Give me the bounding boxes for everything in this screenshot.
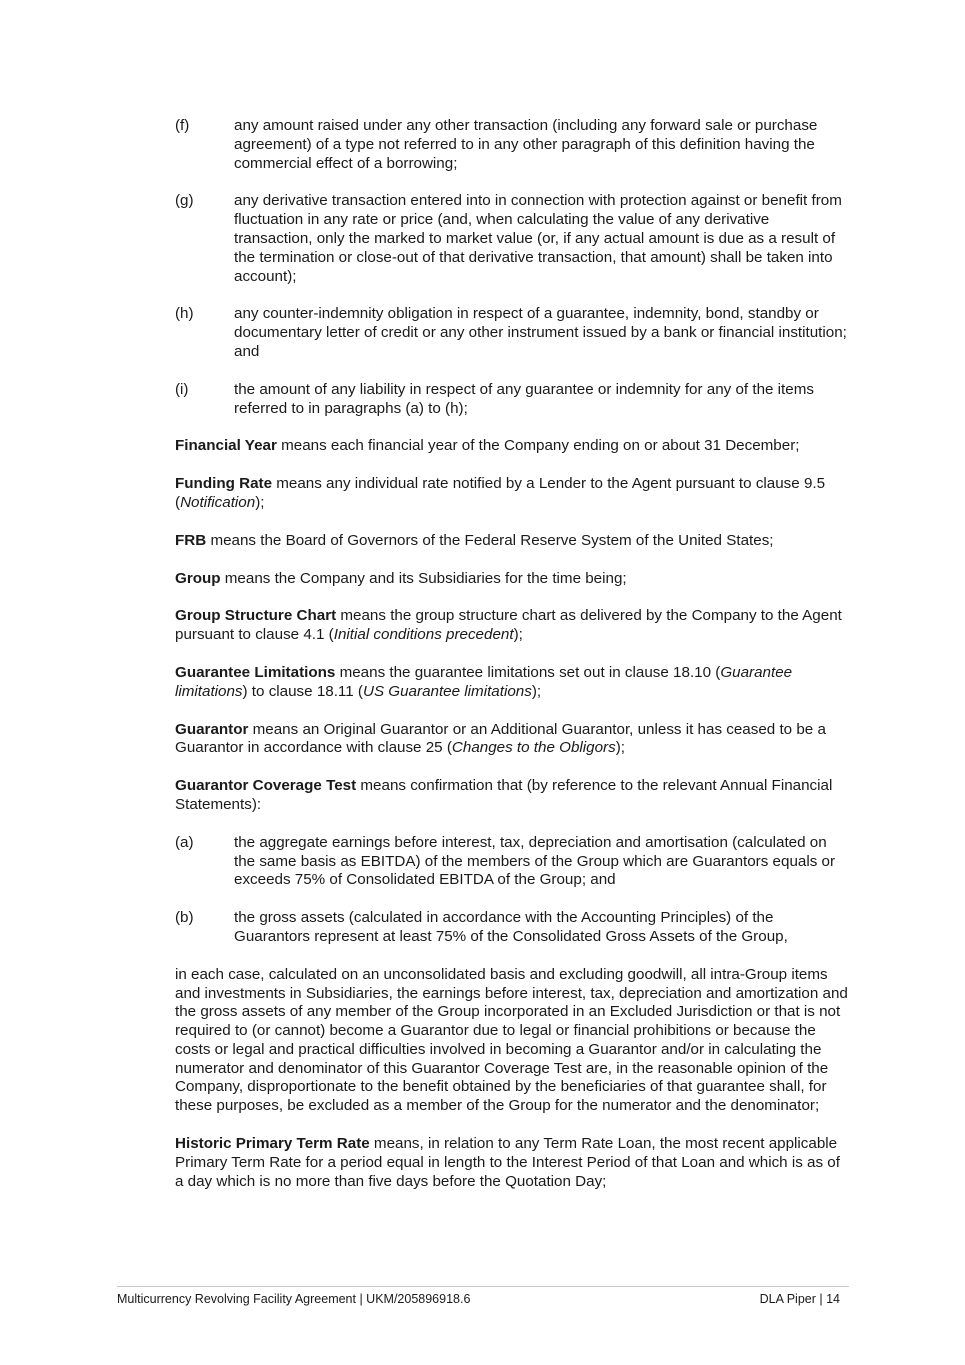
definition-text: means the guarantee limitations set out in clause 18.10 ( xyxy=(335,663,721,681)
definition-text: ); xyxy=(531,682,542,700)
defined-term: Historic Primary Term Rate xyxy=(175,1135,370,1153)
definition-text: ); xyxy=(513,626,523,644)
defined-term: Group xyxy=(175,569,221,587)
footer-page-number: DLA Piper | 14 xyxy=(759,1292,840,1306)
list-item xyxy=(175,834,850,890)
page-content xyxy=(175,117,850,1210)
definition-group xyxy=(175,570,850,589)
definition-funding-rate xyxy=(175,475,850,513)
definition-group-structure-chart xyxy=(175,607,850,645)
defined-term: Guarantor Coverage Test xyxy=(175,777,357,795)
item-label: (f) xyxy=(175,117,190,134)
item-text: the aggregate earnings before interest, tax, depreciation and amortisation (calculated on the same basis as EBITDA) of the members of the Group which are Guarantors equals or exceeds 75% of Consolidated EBITDA of the Group; and xyxy=(234,833,836,889)
item-label: (b) xyxy=(175,909,194,927)
clause-reference: US Guarantee limitations xyxy=(362,682,532,700)
definition-text: means each financial year of the Company ending on or about 31 December; xyxy=(276,437,800,455)
defined-term: Group Structure Chart xyxy=(175,607,337,625)
page-footer xyxy=(117,1292,840,1306)
item-text: the gross assets (calculated in accordance with the Accounting Principles) of the Guarantors represent at least 75% of the Consolidated Gross Assets of the Group, xyxy=(234,909,788,945)
defined-term: Financial Year xyxy=(175,437,277,455)
list-item xyxy=(175,192,850,286)
item-label: (h) xyxy=(175,305,194,323)
item-text: any amount raised under any other transaction (including any forward sale or purchase agreement) of a type not referred to in any other paragraph of this definition having the commercial effect of a borrowing; xyxy=(234,117,818,172)
definition-text: ) to clause 18.11 ( xyxy=(242,682,363,700)
clause-reference: Changes to the Obligors xyxy=(451,739,616,757)
defined-term: Funding Rate xyxy=(175,475,273,493)
definition-frb xyxy=(175,532,850,551)
clause-reference: Initial conditions precedent xyxy=(333,626,514,644)
item-label: (i) xyxy=(175,380,189,398)
definition-text: means, in relation to any Term Rate Loan, the most recent applicable Primary Term Rate for a period equal in length to the Interest Period of that Loan and which is as of a day which is no more than five days before the Quotation Day; xyxy=(175,1135,840,1190)
definition-historic-primary-term-rate xyxy=(175,1135,850,1191)
definition-text: means the group structure chart as delivered by the Company to the Agent pursuant to clause 4.1 ( xyxy=(175,607,842,644)
item-text: any derivative transaction entered into in connection with protection against or benefit from fluctuation in any rate or price (and, when calculating the value of any derivative transaction, only the marked to market value (or, if any actual amount is due as a result of the termination or close-out of that derivative transaction, that amount) shall be taken into account); xyxy=(234,192,842,285)
coverage-tail-paragraph: in each case, calculated on an unconsolidated basis and excluding goodwill, all intra-Group items and investments in Subsidiaries, the earnings before interest, tax, depreciation and amortization and the gross assets of any member of the Group incorporated in an Excluded Jurisdiction or that is not required to (or cannot) become a Guarantor due to legal or financial prohibitions or because the costs or legal and practical difficulties involved in becoming a Guarantor and/or in calculating the numerator and denominator of this Guarantor Coverage Test are, in the reasonable opinion of the Company, disproportionate to the benefit obtained by the beneficiaries of that guarantee shall, for these purposes, be excluded as a member of the Group for the numerator and the denominator; xyxy=(175,965,848,1115)
list-item xyxy=(175,305,850,361)
list-item xyxy=(175,381,850,419)
defined-term: Guarantee Limitations xyxy=(175,663,336,681)
definition-guarantor xyxy=(175,721,850,759)
definition-guarantor-coverage-test xyxy=(175,777,850,815)
item-label: (a) xyxy=(175,833,194,851)
definition-text: means the Company and its Subsidiaries for the time being; xyxy=(220,569,627,587)
clause-reference: Notification xyxy=(180,493,256,511)
item-text: any counter-indemnity obligation in respect of a guarantee, indemnity, bond, standby or documentary letter of credit or any other instrument issued by a bank or financial institution; and xyxy=(234,305,847,360)
definition-text: ); xyxy=(615,739,625,757)
definition-text: means any individual rate notified by a Lender to the Agent pursuant to clause 9.5 ( xyxy=(175,475,826,511)
item-text: the amount of any liability in respect of any guarantee or indemnity for any of the items referred to in paragraphs (a) to (h); xyxy=(234,380,814,417)
list-item xyxy=(175,909,850,947)
list-item xyxy=(175,117,850,173)
defined-term: FRB xyxy=(175,531,207,549)
item-label: (g) xyxy=(175,192,194,210)
definition-text: ); xyxy=(255,493,265,511)
defined-term: Guarantor xyxy=(175,720,249,738)
footer-document-reference: Multicurrency Revolving Facility Agreement | UKM/205896918.6 xyxy=(117,1292,471,1306)
footer-divider xyxy=(117,1286,849,1287)
clause-reference: Guarantee limitations xyxy=(175,663,793,700)
definition-text: means an Original Guarantor or an Additional Guarantor, unless it has ceased to be a Guarantor in accordance with clause 25 ( xyxy=(175,720,826,757)
definition-financial-year xyxy=(175,437,850,456)
definition-text: means the Board of Governors of the Federal Reserve System of the United States; xyxy=(206,531,774,549)
definition-text: means confirmation that (by reference to the relevant Annual Financial Statements): xyxy=(175,777,833,813)
definition-guarantee-limitations xyxy=(175,664,850,702)
